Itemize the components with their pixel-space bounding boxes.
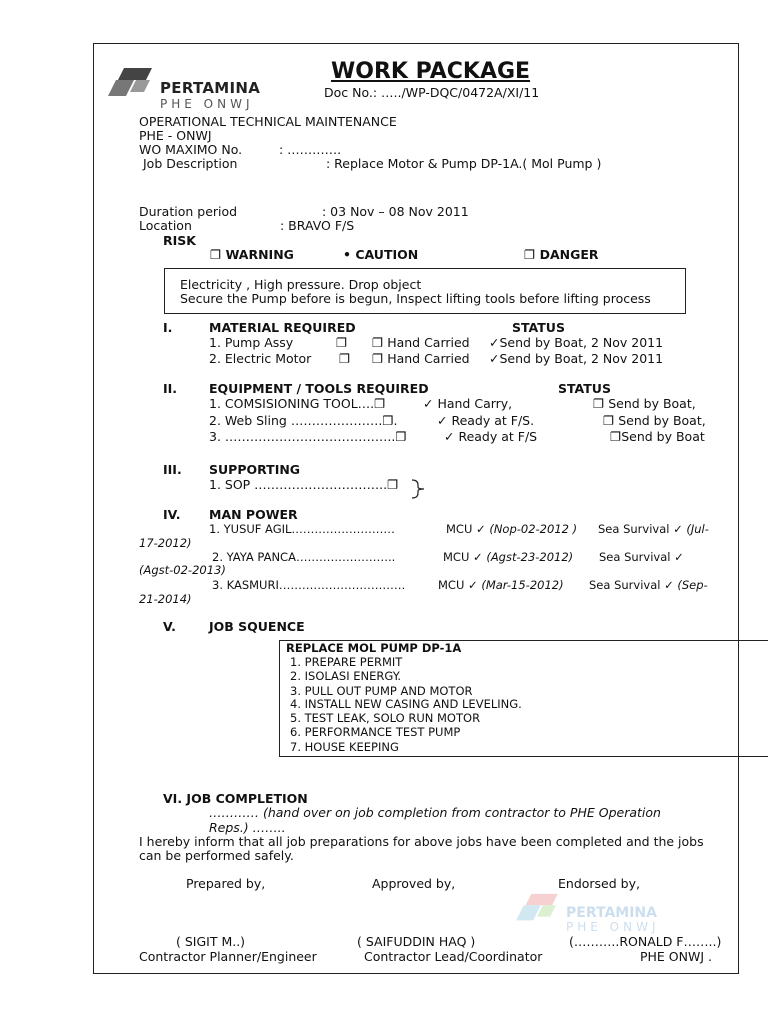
risk-note2: Secure the Pump before is begun, Inspect lifting tools before lifting process [180, 291, 651, 306]
person-sea-date-b: 21-2014) [139, 592, 192, 606]
material-item-carry: Hand Carried [387, 351, 470, 366]
completion-line2: Reps.) …….. [209, 820, 286, 835]
equipment-item-status: Send by Boat, [608, 396, 696, 411]
equipment-item-mid: Ready at F/S [458, 429, 538, 444]
checkbox-icon: ❐ [372, 351, 388, 366]
risk-warning: WARNING [225, 247, 294, 262]
sequence-step: 4. INSTALL NEW CASING AND LEVELING. [290, 697, 522, 711]
sequence-num: V. [163, 619, 176, 634]
endorsed-label: Endorsed by, [558, 876, 640, 891]
checkmark-icon: ✓ [423, 396, 438, 411]
manpower-num: IV. [163, 507, 181, 522]
checkbox-icon: ❐ [593, 396, 609, 411]
location-value: : BRAVO F/S [280, 218, 355, 233]
prepared-role: Contractor Planner/Engineer [139, 949, 317, 964]
approved-name: ( SAIFUDDIN HAQ ) [357, 934, 476, 949]
wo-value: : …………. [279, 142, 342, 157]
person-sea-date-a: (Sep- [677, 578, 708, 592]
location-label: Location [139, 218, 192, 233]
bullet-icon: • [343, 247, 356, 262]
checkbox-icon: ❐. [382, 413, 398, 428]
sequence-heading: JOB SQUENCE [209, 619, 305, 634]
prepared-label: Prepared by, [186, 876, 266, 891]
person-mcu: MCU ✓ [438, 578, 478, 592]
person-name: 2. YAYA PANCA…………………….. [212, 550, 396, 564]
sequence-step: 6. PERFORMANCE TEST PUMP [290, 725, 461, 739]
sequence-step: 1. PREPARE PERMIT [290, 655, 403, 669]
duration-value: : 03 Nov – 08 Nov 2011 [322, 204, 469, 219]
info-line2: PHE - ONWJ [139, 128, 212, 143]
sequence-step: 3. PULL OUT PUMP AND MOTOR [290, 684, 473, 698]
completion-heading: VI. JOB COMPLETION [163, 791, 308, 806]
person-mcu-date: (Nop-02-2012 ) [489, 522, 578, 536]
equipment-num: II. [163, 381, 178, 396]
job-value: : Replace Motor & Pump DP-1A.( Mol Pump ) [326, 156, 602, 171]
approved-role: Contractor Lead/Coordinator [364, 949, 543, 964]
supporting-item: 1. SOP ………………………….. [209, 477, 388, 492]
risk-danger: DANGER [539, 247, 599, 262]
material-num: I. [163, 320, 173, 335]
logo-name: PERTAMINA [160, 79, 261, 97]
person-name: 1. YUSUF AGIL……………………… [209, 522, 395, 536]
sequence-step: 2. ISOLASI ENERGY. [290, 669, 402, 683]
material-item-status: Send by Boat, 2 Nov 2011 [499, 335, 664, 350]
logo-sub: PHE ONWJ [160, 97, 254, 111]
checkbox-icon: ❐ [372, 335, 388, 350]
doc-number: Doc No.: …../WP-DQC/0472A/XI/11 [324, 85, 540, 100]
person-mcu-date: (Mar-15-2012) [481, 578, 564, 592]
equipment-item-name: 3. ………………………………….. [209, 429, 396, 444]
wo-label: WO MAXIMO No. [139, 142, 243, 157]
material-heading: MATERIAL REQUIRED [209, 320, 356, 335]
checkbox-icon: ❐ [603, 413, 619, 428]
duration-label: Duration period [139, 204, 238, 219]
person-name: 3. KASMURI…………………………… [212, 578, 406, 592]
person-sea-date-a: (Jul- [686, 522, 709, 536]
checkmark-icon: ✓ [437, 413, 452, 428]
person-mcu: MCU ✓ [443, 550, 483, 564]
prepared-name: ( SIGIT M..) [176, 934, 246, 949]
pertamina-logo-icon [104, 66, 156, 104]
person-mcu: MCU ✓ [446, 522, 486, 536]
watermark-sub: PHE ONWJ [566, 920, 660, 934]
material-item-name: 2. Electric Motor [209, 351, 312, 366]
checkbox-icon: ❐ [610, 429, 622, 444]
checkbox-icon: ❐ [387, 477, 399, 492]
completion-statement1: I hereby inform that all job preparations for above jobs have been completed and the jobs [139, 834, 704, 849]
sequence-step: 7. HOUSE KEEPING [290, 740, 399, 754]
sequence-box-title: REPLACE MOL PUMP DP-1A [286, 641, 462, 655]
checkmark-icon: ✓ [444, 429, 459, 444]
completion-statement2: can be performed safely. [139, 848, 294, 863]
person-sea-date-b: 17-2012) [139, 536, 192, 550]
equipment-item-status: Send by Boat, [618, 413, 706, 428]
risk-heading: RISK [163, 233, 196, 248]
equipment-item-mid: Hand Carry, [437, 396, 513, 411]
material-item-status: Send by Boat, 2 Nov 2011 [499, 351, 664, 366]
info-line1: OPERATIONAL TECHNICAL MAINTENANCE [139, 114, 397, 129]
job-label: Job Description [143, 156, 238, 171]
material-status-heading: STATUS [512, 320, 565, 335]
approved-label: Approved by, [372, 876, 456, 891]
equipment-status-heading: STATUS [558, 381, 611, 396]
completion-line1: ………… (hand over on job completion from contractor to PHE Operation [209, 805, 661, 820]
endorsed-role: PHE ONWJ . [640, 949, 712, 964]
checkbox-icon: ❐ [374, 396, 386, 411]
person-mcu-date: (Agst-23-2012) [486, 550, 574, 564]
sequence-step: 5. TEST LEAK, SOLO RUN MOTOR [290, 711, 481, 725]
checkbox-icon: ❐ [210, 247, 226, 262]
watermark-logo-icon [512, 892, 562, 928]
person-sea: Sea Survival ✓ [599, 550, 684, 564]
material-item-carry: Hand Carried [387, 335, 470, 350]
equipment-heading: EQUIPMENT / TOOLS REQUIRED [209, 381, 429, 396]
person-sea: Sea Survival ✓ [598, 522, 683, 536]
checkmark-icon: ✓ [489, 351, 500, 366]
checkmark-icon: ✓ [489, 335, 500, 350]
person-sea-date-b: (Agst-02-2013) [139, 563, 226, 577]
equipment-item-name: 1. COMSISIONING TOOL…. [209, 396, 375, 411]
equipment-item-mid: Ready at F/S. [451, 413, 535, 428]
endorsed-name: (………..RONALD F……..) [569, 934, 722, 949]
checkbox-icon: ❐ [339, 351, 351, 366]
supporting-heading: SUPPORTING [209, 462, 301, 477]
supporting-num: III. [163, 462, 182, 477]
material-item-name: 1. Pump Assy [209, 335, 294, 350]
page-title: WORK PACKAGE [331, 59, 531, 84]
equipment-item-name: 2. Web Sling …………………. [209, 413, 383, 428]
checkbox-icon: ❐ [524, 247, 540, 262]
person-sea: Sea Survival ✓ [589, 578, 674, 592]
risk-note1: Electricity , High pressure. Drop object [180, 277, 422, 292]
risk-caution: CAUTION [355, 247, 419, 262]
watermark-name: PERTAMINA [566, 905, 657, 921]
checkbox-icon: ❐ [395, 429, 407, 444]
checkbox-icon: ❐ [336, 335, 348, 350]
equipment-item-status: Send by Boat [621, 429, 705, 444]
brace-icon [410, 478, 428, 500]
manpower-heading: MAN POWER [209, 507, 298, 522]
